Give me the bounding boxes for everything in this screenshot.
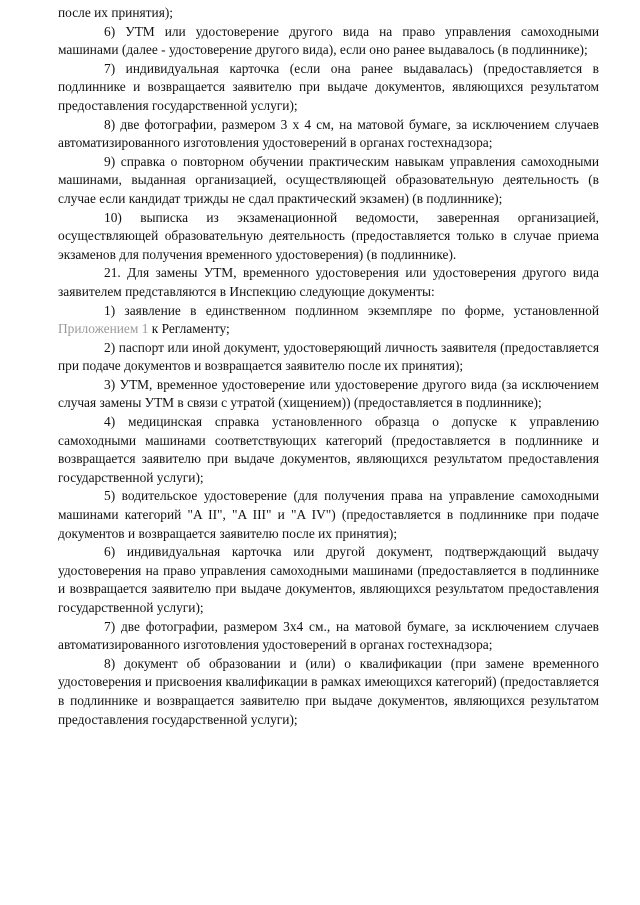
paragraph-item-9: 9) справка о повторном обучении практическим навыкам управления самоходными машинами, выданная организацией, осуществляющей образовательную деятельность (в случае если кандидат трижды не сдал практический экзамен) (в подлиннике);	[58, 153, 599, 206]
paragraph-item-10: 10) выписка из экзаменационной ведомости, заверенная организацией, осуществляющей образовательную деятельность (предоставляется только в случае приема экзаменов для получения временного удостоверения) (в подлиннике).	[58, 209, 599, 262]
paragraph-replace-item-6: 6) индивидуальная карточка или другой документ, подтверждающий выдачу удостоверения на право управления самоходными машинами (предоставляется в подлиннике и возвращается заявителю при выдаче документов, являющихся результатом предоставления государственной услуги);	[58, 544, 599, 615]
paragraph-item-8: 8) две фотографии, размером 3 х 4 см, на матовой бумаге, за исключением случаев автоматизированного изготовления удостоверений в органах гостехнадзора;	[58, 116, 599, 151]
paragraph-replace-item-3: 3) УТМ, временное удостоверение или удостоверение другого вида (за исключением случая замены УТМ в связи с утратой (хищением)) (предоставляется в подлиннике);	[58, 376, 599, 411]
paragraph-item-7: 7) индивидуальная карточка (если она ранее выдавалась) (предоставляется в подлиннике и возвращается заявителю при выдаче документов, являющихся результатом предоставления государственной услуги);	[58, 60, 599, 113]
paragraph-replace-item-4: 4) медицинская справка установленного образца о допуске к управлению самоходными машинами соответствующих категорий (предоставляется в подлиннике и возвращается заявителю при выдаче документов, являющихся результатом предоставления государственной услуги);	[58, 414, 599, 485]
paragraph-replace-item-1	[58, 302, 599, 339]
appendix-1-link[interactable]: Приложением 1	[58, 321, 149, 337]
paragraph-replace-item-7: 7) две фотографии, размером 3х4 см., на матовой бумаге, за исключением случаев автоматизированного изготовления удостоверений в органах гостехнадзора;	[58, 618, 599, 653]
paragraph-replace-item-8: 8) документ об образовании и (или) о квалификации (при замене временного удостоверения и присвоения квалификации в рамках имеющихся категорий) (предоставляется в подлиннике и возвращается заявителю при выдаче документов, являющихся результатом предоставления государственной услуги);	[58, 655, 599, 727]
paragraph-text-after-link: к Регламенту;	[148, 321, 230, 337]
document-page	[58, 4, 599, 729]
paragraph-replace-item-5: 5) водительское удостоверение (для получения права на управление самоходными машинами категорий "A II", "A III" и "A IV") (предоставляется в подлиннике при подаче документов и возвращается заявителю после их принятия);	[58, 488, 599, 541]
paragraph-section-21: 21. Для замены УТМ, временного удостоверения или удостоверения другого вида заявителем представляются в Инспекцию следующие документы:	[58, 265, 599, 299]
paragraph-continuation: после их принятия);	[58, 5, 174, 20]
paragraph-replace-item-2: 2) паспорт или иной документ, удостоверяющий личность заявителя (предоставляется при подаче документов и возвращается заявителю после их принятия);	[58, 339, 599, 374]
paragraph-item-6: 6) УТМ или удостоверение другого вида на право управления самоходными машинами (далее - удостоверение другого вида), если оно ранее выдавалось (в подлиннике);	[58, 23, 599, 58]
paragraph-text-before-link: 1) заявление в единственном подлинном экземпляре по форме, установленной	[104, 302, 599, 318]
